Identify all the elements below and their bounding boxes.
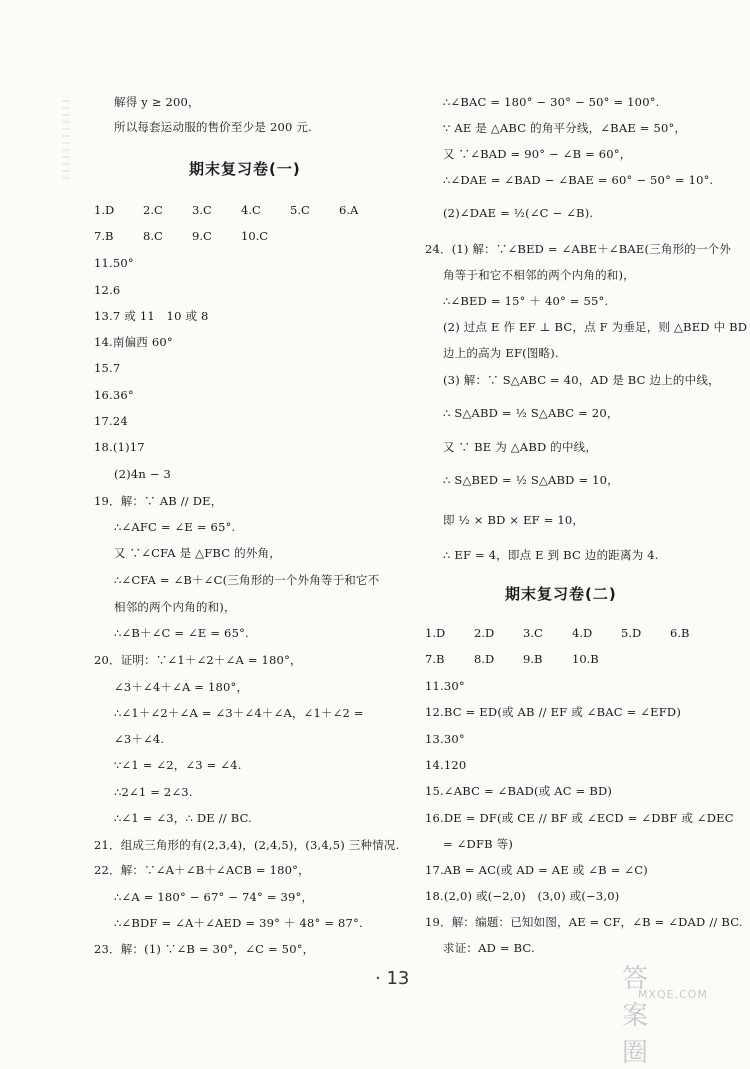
scan-margin-marks xyxy=(62,100,70,180)
answer-line: 13.30° xyxy=(425,732,465,746)
answer-line: ∴∠AFC = ∠E = 65°. xyxy=(114,520,236,534)
answer-line: 14.南偏西 60° xyxy=(94,335,173,349)
choice-answer: 9.C xyxy=(192,229,212,243)
answer-line: ∴2∠1 = 2∠3. xyxy=(114,785,193,799)
choice-answer: 8.C xyxy=(143,229,163,243)
answer-line: 16.36° xyxy=(94,388,134,402)
choice-row xyxy=(94,203,388,217)
answer-line: 11.50° xyxy=(94,256,134,270)
answer-line: 16.DE = DF(或 CE // BF 或 ∠ECD = ∠DBF 或 ∠DEC xyxy=(425,811,734,825)
answer-line: ∵∠1 = ∠2，∠3 = ∠4. xyxy=(114,758,242,772)
text-line: 解得 y ≥ 200， xyxy=(114,95,200,109)
text-line: 又 ∵∠BAD = 90° − ∠B = 60°， xyxy=(443,147,632,161)
page-number: · 13 xyxy=(375,968,410,989)
choice-answer: 3.C xyxy=(523,626,543,640)
answer-line: 18.(2,0) 或(−2,0) (3,0) 或(−3,0) xyxy=(425,889,620,903)
section-title-1: 期末复习卷(一) xyxy=(189,160,301,178)
answer-line: ∴∠1 = ∠3，∴ DE // BC. xyxy=(114,811,253,825)
choice-answer: 7.B xyxy=(94,229,114,243)
text-line: ∴∠DAE = ∠BAD − ∠BAE = 60° − 50° = 10°. xyxy=(443,173,714,187)
choice-answer: 5.C xyxy=(290,203,310,217)
answer-line: 又 ∵∠CFA 是 △FBC 的外角， xyxy=(114,546,281,560)
text-line: (2)∠DAE = ½(∠C − ∠B). xyxy=(443,206,594,220)
choice-answer: 10.C xyxy=(241,229,269,243)
answer-line: 19．解：∵ AB // DE， xyxy=(94,494,223,508)
text-line: ∴ EF = 4，即点 E 到 BC 边的距离为 4. xyxy=(443,548,659,562)
answer-line: 18.(1)17 xyxy=(94,440,145,454)
answer-line: ∴∠CFA = ∠B＋∠C(三角形的一个外角等于和它不 xyxy=(114,573,380,587)
choice-answer: 6.B xyxy=(670,626,690,640)
text-line: ∴ S△BED = ½ S△ABD = 10， xyxy=(443,473,619,487)
answer-line: 12.6 xyxy=(94,283,121,297)
choice-answer: 8.D xyxy=(474,652,495,666)
text-line: 24．(1) 解：∵∠BED = ∠ABE＋∠BAE(三角形的一个外 xyxy=(425,242,732,256)
choice-answer: 3.C xyxy=(192,203,212,217)
answer-line: (2)4n − 3 xyxy=(114,467,172,481)
watermark-url: MXQE.COM xyxy=(638,988,708,1001)
answer-line: 17.24 xyxy=(94,414,128,428)
text-line: 所以每套运动服的售价至少是 200 元. xyxy=(114,120,312,134)
text-line: ∵ AE 是 △ABC 的角平分线，∠BAE = 50°， xyxy=(443,121,687,135)
choice-answer: 1.D xyxy=(94,203,115,217)
text-line: 角等于和它不相邻的两个内角的和)， xyxy=(443,268,635,282)
choice-row xyxy=(425,652,621,666)
right-column xyxy=(425,0,750,1001)
answer-line: ∴∠1＋∠2＋∠A = ∠3＋∠4＋∠A，∠1＋∠2 = xyxy=(114,706,364,720)
choice-row xyxy=(425,626,719,640)
answer-line: 23．解：(1) ∵∠B = 30°，∠C = 50°， xyxy=(94,942,315,956)
left-column xyxy=(94,0,424,1001)
text-line: 又 ∵ BE 为 △ABD 的中线， xyxy=(443,440,598,454)
choice-answer: 10.B xyxy=(572,652,599,666)
answer-line: 相邻的两个内角的和)， xyxy=(114,600,236,614)
choice-row xyxy=(94,229,290,243)
choice-answer: 4.D xyxy=(572,626,593,640)
answer-line: ∠3＋∠4＋∠A = 180°， xyxy=(114,680,249,694)
choice-answer: 2.D xyxy=(474,626,495,640)
text-line: ∴ S△ABD = ½ S△ABC = 20， xyxy=(443,406,619,420)
text-line: 边上的高为 EF(图略). xyxy=(443,346,559,360)
section-title-2: 期末复习卷(二) xyxy=(505,585,617,603)
text-line: (3) 解：∵ S△ABC = 40，AD 是 BC 边上的中线， xyxy=(443,373,720,387)
answer-line: ∴∠A = 180° − 67° − 74° = 39°， xyxy=(114,890,314,904)
choice-answer: 7.B xyxy=(425,652,445,666)
choice-answer: 6.A xyxy=(339,203,359,217)
answer-line: ∠3＋∠4. xyxy=(114,732,165,746)
answer-line: 14.120 xyxy=(425,758,467,772)
choice-answer: 4.C xyxy=(241,203,261,217)
choice-answer: 5.D xyxy=(621,626,642,640)
answer-line: 21．组成三角形的有(2,3,4)，(2,4,5)，(3,4,5) 三种情况. xyxy=(94,838,400,852)
answer-line: 17.AB = AC(或 AD = AE 或 ∠B = ∠C) xyxy=(425,863,648,877)
watermark-logo: 答案圈 xyxy=(622,964,651,1068)
answer-line: 20．证明：∵∠1＋∠2＋∠A = 180°， xyxy=(94,653,302,667)
answer-line: 11.30° xyxy=(425,679,465,693)
text-line: (2) 过点 E 作 EF ⊥ BC，点 F 为垂足，则 △BED 中 BD xyxy=(443,320,748,334)
choice-answer: 2.C xyxy=(143,203,163,217)
text-line: 即 ½ × BD × EF = 10， xyxy=(443,513,585,527)
answer-line: 19．解：编题：已知如图，AE = CF，∠B = ∠DAD // BC. xyxy=(425,915,743,929)
answer-line: ∴∠BDF = ∠A＋∠AED = 39° ＋ 48° = 87°. xyxy=(114,916,363,930)
answer-line: = ∠DFB 等) xyxy=(443,837,514,851)
answer-line: 12.BC = ED(或 AB // EF 或 ∠BAC = ∠EFD) xyxy=(425,705,682,719)
choice-answer: 9.B xyxy=(523,652,543,666)
answer-line: 15.∠ABC = ∠BAD(或 AC = BD) xyxy=(425,784,613,798)
text-line: ∴∠BAC = 180° − 30° − 50° = 100°. xyxy=(443,95,660,109)
answer-line: 15.7 xyxy=(94,361,121,375)
answer-line: ∴∠B＋∠C = ∠E = 65°. xyxy=(114,626,249,640)
answer-line: 求证：AD = BC. xyxy=(443,941,535,955)
text-line: ∴∠BED = 15° ＋ 40° = 55°. xyxy=(443,294,609,308)
choice-answer: 1.D xyxy=(425,626,446,640)
answer-line: 22．解：∵∠A＋∠B＋∠ACB = 180°， xyxy=(94,863,310,877)
answer-line: 13.7 或 11 10 或 8 xyxy=(94,309,209,323)
